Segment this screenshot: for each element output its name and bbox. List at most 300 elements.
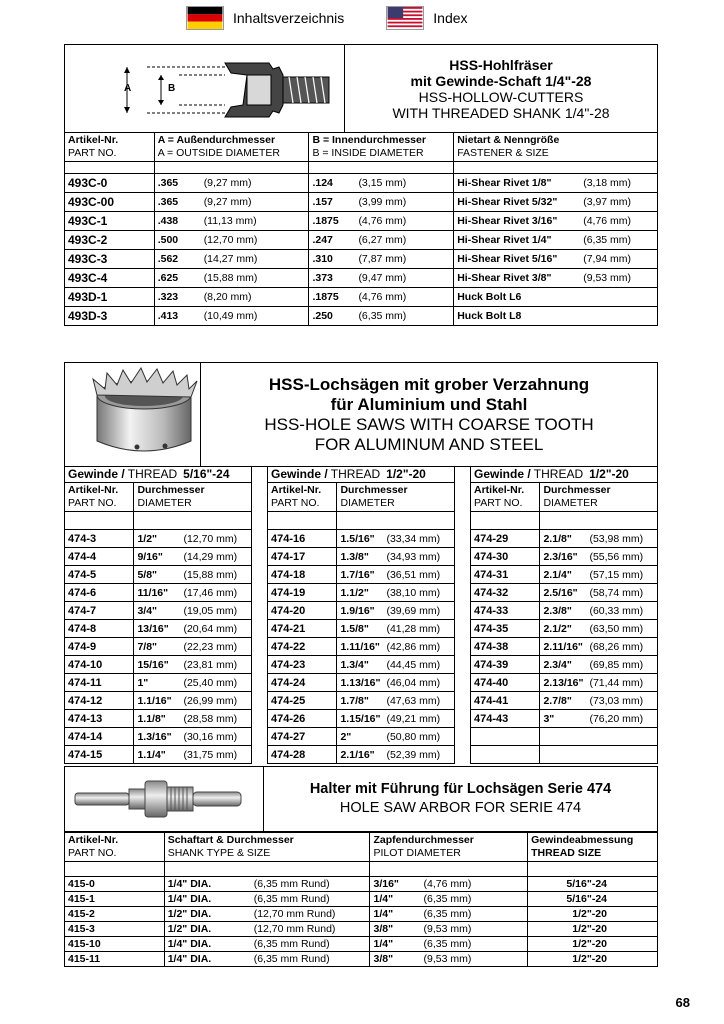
part-number: 415-11 [65, 952, 165, 967]
outside-diameter-mm: (8,20 mm) [203, 291, 252, 303]
diameter-inch: 1.3/4" [340, 658, 369, 671]
diameter-inch: 2.1/8" [543, 532, 572, 545]
column-header-de: Zapfendurchmesser [373, 834, 474, 846]
section-hole-saws-header [64, 362, 658, 467]
diameter [540, 638, 658, 656]
diameter-inch: 1.1/4" [137, 748, 166, 761]
column-header [65, 483, 134, 512]
column-header-en: PILOT DIAMETER [373, 847, 461, 859]
diameter-mm: (36,51 mm) [386, 568, 441, 581]
fastener [454, 269, 658, 288]
diameter-inch: 9/16" [137, 550, 163, 563]
inside-diameter-inch: .157 [312, 196, 333, 208]
diameter [540, 656, 658, 674]
diameter [337, 530, 455, 548]
part-number [471, 746, 540, 764]
table-row [65, 584, 252, 602]
nav-link-index[interactable]: Index [433, 10, 468, 26]
table-row [65, 566, 252, 584]
column-header [164, 833, 370, 862]
inside-diameter-inch: .1875 [312, 215, 339, 227]
part-number: 474-9 [65, 638, 134, 656]
diameter [540, 566, 658, 584]
hole-saw-table-2 [267, 466, 455, 764]
part-number: 474-26 [268, 710, 337, 728]
column-header-en: SHANK TYPE & SIZE [167, 847, 271, 859]
thread-label-de: Gewinde / [68, 467, 125, 481]
part-number: 474-23 [268, 656, 337, 674]
column-header [337, 483, 455, 512]
thread-header-row [268, 467, 455, 483]
outside-diameter-inch: .562 [157, 253, 179, 265]
diagram-label-a: A [124, 83, 132, 94]
table-row [268, 602, 455, 620]
column-header [134, 483, 252, 512]
diameter [134, 566, 252, 584]
diameter [337, 638, 455, 656]
diameter [540, 602, 658, 620]
diameter-inch: 1.3/16" [137, 730, 172, 743]
diameter-inch: 1.5/16" [340, 532, 375, 545]
inside-diameter-mm: (6,35 mm) [358, 310, 407, 322]
pilot-mm: (9,53 mm) [423, 923, 472, 935]
part-number: 474-24 [268, 674, 337, 692]
page-number: 68 [675, 995, 690, 1010]
diameter-mm: (20,64 mm) [183, 622, 238, 635]
column-header-de: B = Innendurchmesser [312, 134, 426, 146]
column-header [471, 483, 540, 512]
table-row [65, 307, 658, 326]
inside-diameter [309, 193, 454, 212]
shank-size: 1/2" DIA. [167, 908, 212, 920]
table-row [65, 174, 658, 193]
part-number: 474-20 [268, 602, 337, 620]
thread-size: 1/2"-20 [528, 907, 658, 922]
nav-link-inhaltsverzeichnis[interactable]: Inhaltsverzeichnis [233, 10, 345, 26]
column-header-de: A = Außendurchmesser [157, 134, 276, 146]
table-row [471, 746, 658, 764]
outside-diameter-mm: (12,70 mm) [203, 234, 258, 246]
shank [164, 877, 370, 892]
fastener [454, 231, 658, 250]
column-header-de: Artikel-Nr. [474, 484, 525, 496]
diameter-mm: (63,50 mm) [589, 622, 644, 635]
column-header-de: Gewindeabmessung [531, 834, 634, 846]
fastener-mm: (9,53 mm) [583, 272, 632, 284]
fastener-name: Hi-Shear Rivet 3/8" [457, 272, 552, 284]
inside-diameter-inch: .124 [312, 177, 333, 189]
hole-saw-table-1 [64, 466, 252, 764]
diameter [540, 548, 658, 566]
part-number: 474-10 [65, 656, 134, 674]
shank [164, 922, 370, 937]
diameter-inch: 3" [543, 712, 555, 725]
diameter-inch: 2.11/16" [543, 640, 583, 653]
diameter-inch: 1.9/16" [340, 604, 375, 617]
diameter-mm: (53,98 mm) [589, 532, 644, 545]
diameter [337, 746, 455, 764]
inside-diameter-mm: (7,87 mm) [358, 253, 407, 265]
table-row [65, 710, 252, 728]
table-row [268, 530, 455, 548]
column-header-en: PART NO. [68, 847, 117, 859]
part-number: 493C-3 [65, 250, 155, 269]
fastener [454, 212, 658, 231]
fastener [454, 288, 658, 307]
diameter-inch: 13/16" [137, 622, 169, 635]
diameter [337, 584, 455, 602]
table-row [65, 922, 658, 937]
table-row [471, 638, 658, 656]
diameter-mm: (28,58 mm) [183, 712, 238, 725]
diameter-inch: 2.1/2" [543, 622, 572, 635]
spacer-row [65, 512, 252, 530]
outside-diameter [154, 269, 309, 288]
diameter-inch: 2.3/4" [543, 658, 572, 671]
outside-diameter-mm: (9,27 mm) [203, 177, 252, 189]
table-header-row [65, 833, 658, 862]
outside-diameter-inch: .500 [157, 234, 179, 246]
table-row [65, 877, 658, 892]
diameter-inch: 2.13/16" [543, 676, 584, 689]
outside-diameter-inch: .625 [157, 272, 179, 284]
section-arbor-header [64, 766, 658, 832]
shank-mm: (12,70 mm Rund) [253, 923, 336, 935]
part-number: 474-22 [268, 638, 337, 656]
table-row [65, 530, 252, 548]
diameter-mm: (55,56 mm) [589, 550, 644, 563]
diameter-inch: 2" [340, 730, 352, 743]
fastener-mm: (7,94 mm) [583, 253, 632, 265]
shank-mm: (6,35 mm Rund) [253, 893, 330, 905]
inside-diameter [309, 212, 454, 231]
table-row [268, 674, 455, 692]
table-row [65, 728, 252, 746]
spacer-row [268, 512, 455, 530]
spacer-row [471, 512, 658, 530]
diameter-inch: 2.5/16" [543, 586, 578, 599]
part-number: 415-0 [65, 877, 165, 892]
outside-diameter-inch: .438 [157, 215, 179, 227]
pilot-size: 3/8" [373, 953, 394, 965]
diameter [134, 656, 252, 674]
table-row [471, 566, 658, 584]
diameter-mm: (57,15 mm) [589, 568, 644, 581]
outside-diameter-mm: (11,13 mm) [203, 215, 257, 227]
table-row [268, 710, 455, 728]
diameter [134, 602, 252, 620]
column-header-en: DIAMETER [543, 497, 598, 509]
top-nav [186, 4, 468, 32]
diameter-mm: (14,29 mm) [183, 550, 238, 563]
column-header-en: FASTENER & SIZE [457, 147, 549, 159]
part-number: 474-33 [471, 602, 540, 620]
table-row [471, 530, 658, 548]
table-row [65, 746, 252, 764]
diameter-mm: (50,80 mm) [386, 730, 441, 743]
part-number: 493C-00 [65, 193, 155, 212]
thread-size: 1/2"-20 [589, 467, 629, 481]
column-header [65, 133, 155, 162]
thread-header-row [65, 467, 252, 483]
column-header-en: DIAMETER [137, 497, 192, 509]
part-number: 474-17 [268, 548, 337, 566]
diameter [540, 728, 658, 746]
diameter-inch: 1.5/8" [340, 622, 369, 635]
spacer-cell [164, 862, 370, 877]
diameter-mm: (25,40 mm) [183, 676, 238, 689]
outside-diameter-inch: .323 [157, 291, 179, 303]
spacer-row [65, 162, 658, 174]
column-header [65, 833, 165, 862]
diameter-inch: 1.13/16" [340, 676, 381, 689]
outside-diameter [154, 212, 309, 231]
inside-diameter [309, 269, 454, 288]
diameter-mm: (44,45 mm) [386, 658, 441, 671]
outside-diameter [154, 250, 309, 269]
diameter-inch: 3/4" [137, 604, 158, 617]
outside-diameter [154, 288, 309, 307]
diameter [540, 710, 658, 728]
diameter-inch: 1/2" [137, 532, 158, 545]
diameter [134, 746, 252, 764]
table-row [65, 193, 658, 212]
section-hollow-cutters-header [64, 44, 658, 133]
diameter [337, 620, 455, 638]
table-row [65, 674, 252, 692]
pilot-size: 1/4" [373, 908, 394, 920]
diameter [134, 530, 252, 548]
diameter-mm: (19,05 mm) [183, 604, 238, 617]
us-flag-icon[interactable] [386, 6, 424, 30]
outside-diameter [154, 174, 309, 193]
part-number: 474-7 [65, 602, 134, 620]
table-row [471, 548, 658, 566]
spacer-cell [370, 862, 528, 877]
diameter-inch: 1.7/8" [340, 694, 369, 707]
column-header-en: B = INSIDE DIAMETER [312, 147, 424, 159]
table-row [268, 692, 455, 710]
diameter [134, 620, 252, 638]
inside-diameter [309, 250, 454, 269]
spacer-cell [471, 512, 540, 530]
table-row [65, 638, 252, 656]
diameter-mm: (60,33 mm) [589, 604, 644, 617]
shank-size: 1/4" DIA. [167, 938, 212, 950]
hollow-cutters-table [64, 132, 658, 326]
pilot [370, 877, 528, 892]
part-number: 474-6 [65, 584, 134, 602]
diameter-mm: (46,04 mm) [386, 676, 441, 689]
outside-diameter-inch: .365 [157, 196, 179, 208]
part-number: 474-40 [471, 674, 540, 692]
table-row [65, 620, 252, 638]
table-row [65, 656, 252, 674]
column-header-de: Durchmesser [340, 484, 408, 496]
part-number: 474-21 [268, 620, 337, 638]
part-number: 474-38 [471, 638, 540, 656]
fastener-mm: (3,97 mm) [583, 196, 632, 208]
diameter-inch: 1.7/16" [340, 568, 375, 581]
outside-diameter-mm: (14,27 mm) [203, 253, 258, 265]
shank-mm: (6,35 mm Rund) [253, 878, 330, 890]
inside-diameter-mm: (3,99 mm) [358, 196, 407, 208]
column-header-de: Durchmesser [137, 484, 205, 496]
pilot [370, 892, 528, 907]
part-number [471, 728, 540, 746]
part-number: 474-4 [65, 548, 134, 566]
thread-header [268, 467, 455, 483]
diameter [134, 548, 252, 566]
diameter-inch: 1.1/2" [340, 586, 369, 599]
column-header [154, 133, 309, 162]
pilot-mm: (9,53 mm) [423, 953, 472, 965]
diameter [337, 548, 455, 566]
part-number: 474-41 [471, 692, 540, 710]
diameter [134, 728, 252, 746]
shank-mm: (12,70 mm Rund) [253, 908, 336, 920]
part-number: 415-10 [65, 937, 165, 952]
part-number: 474-5 [65, 566, 134, 584]
fastener-name: Hi-Shear Rivet 3/16" [457, 215, 558, 227]
fastener-mm: (4,76 mm) [583, 215, 632, 227]
pilot [370, 952, 528, 967]
table-row [65, 212, 658, 231]
column-header-de: Artikel-Nr. [68, 834, 119, 846]
diameter [540, 530, 658, 548]
table-row [471, 728, 658, 746]
table-row [65, 288, 658, 307]
fastener-name: Huck Bolt L6 [457, 291, 522, 303]
diameter-mm: (76,20 mm) [589, 712, 644, 725]
part-number: 474-18 [268, 566, 337, 584]
pilot-size: 3/8" [373, 923, 394, 935]
inside-diameter-mm: (4,76 mm) [358, 215, 407, 227]
shank [164, 937, 370, 952]
german-flag-icon[interactable] [186, 6, 224, 30]
column-header [528, 833, 658, 862]
part-number: 474-32 [471, 584, 540, 602]
diameter-mm: (73,03 mm) [589, 694, 644, 707]
table-row [65, 602, 252, 620]
diameter-mm: (30,16 mm) [183, 730, 238, 743]
diameter-mm: (58,74 mm) [589, 586, 644, 599]
thread-header [471, 467, 658, 483]
shank-mm: (6,35 mm Rund) [253, 953, 330, 965]
diameter [337, 692, 455, 710]
thread-label-en: THREAD [530, 467, 584, 481]
diameter [134, 692, 252, 710]
fastener-name: Hi-Shear Rivet 5/32" [457, 196, 558, 208]
part-number: 474-11 [65, 674, 134, 692]
part-number: 415-3 [65, 922, 165, 937]
table-row [471, 602, 658, 620]
inside-diameter-mm: (6,27 mm) [358, 234, 407, 246]
fastener [454, 307, 658, 326]
column-header [540, 483, 658, 512]
diameter-mm: (47,63 mm) [386, 694, 441, 707]
table-row [268, 584, 455, 602]
table-row [65, 692, 252, 710]
diagram-label-b: B [168, 83, 176, 94]
part-number: 474-29 [471, 530, 540, 548]
spacer-cell [65, 162, 155, 174]
inside-diameter-inch: .373 [312, 272, 333, 284]
inside-diameter-mm: (9,47 mm) [358, 272, 407, 284]
diameter-mm: (23,81 mm) [183, 658, 238, 671]
arbor-title: Halter mit Führung für Lochsägen Serie 474 HOLE SAW ARBOR FOR SERIE 474 [263, 767, 657, 831]
outside-diameter [154, 193, 309, 212]
diameter-inch: 2.1/4" [543, 568, 572, 581]
diameter [337, 566, 455, 584]
thread-label-en: THREAD [327, 467, 381, 481]
table-row [471, 656, 658, 674]
thread-size: 5/16"-24 [528, 877, 658, 892]
table-row [65, 952, 658, 967]
diameter-mm: (41,28 mm) [386, 622, 441, 635]
part-number: 493C-2 [65, 231, 155, 250]
outside-diameter-mm: (9,27 mm) [203, 196, 252, 208]
part-number: 474-14 [65, 728, 134, 746]
fastener-name: Hi-Shear Rivet 1/8" [457, 177, 552, 189]
diameter-inch: 1.15/16" [340, 712, 381, 725]
part-number: 474-3 [65, 530, 134, 548]
part-number: 474-30 [471, 548, 540, 566]
diameter [540, 584, 658, 602]
fastener-mm: (3,18 mm) [583, 177, 632, 189]
column-header [268, 483, 337, 512]
hole-saw-table-3 [470, 466, 658, 764]
spacer-cell [154, 162, 309, 174]
part-number: 493D-3 [65, 307, 155, 326]
thread-label-en: THREAD [124, 467, 178, 481]
table-row [471, 584, 658, 602]
table-header-row [471, 483, 658, 512]
table-row [471, 692, 658, 710]
column-header-de: Artikel-Nr. [68, 484, 119, 496]
diameter-inch: 5/8" [137, 568, 158, 581]
column-header-en: PART NO. [271, 497, 320, 509]
thread-size: 1/2"-20 [528, 952, 658, 967]
spacer-cell [65, 862, 165, 877]
table-row [268, 728, 455, 746]
hollow-cutter-diagram [97, 55, 337, 123]
table-row [65, 231, 658, 250]
part-number: 474-25 [268, 692, 337, 710]
spacer-cell [65, 512, 134, 530]
spacer-row [65, 862, 658, 877]
table-row [65, 907, 658, 922]
inside-diameter-mm: (3,15 mm) [358, 177, 407, 189]
diameter [134, 710, 252, 728]
fastener [454, 174, 658, 193]
pilot-size: 3/16" [373, 878, 399, 890]
part-number: 474-19 [268, 584, 337, 602]
pilot-mm: (6,35 mm) [423, 938, 472, 950]
fastener-name: Huck Bolt L8 [457, 310, 522, 322]
outside-diameter-inch: .365 [157, 177, 179, 189]
diameter-inch: 15/16" [137, 658, 169, 671]
column-header [309, 133, 454, 162]
diameter [540, 620, 658, 638]
shank-size: 1/2" DIA. [167, 923, 212, 935]
table-row [268, 620, 455, 638]
inside-diameter [309, 307, 454, 326]
diameter-inch: 1.11/16" [340, 640, 380, 653]
part-number: 474-16 [268, 530, 337, 548]
hole-saw-arbor-image [71, 775, 247, 823]
table-row [268, 638, 455, 656]
